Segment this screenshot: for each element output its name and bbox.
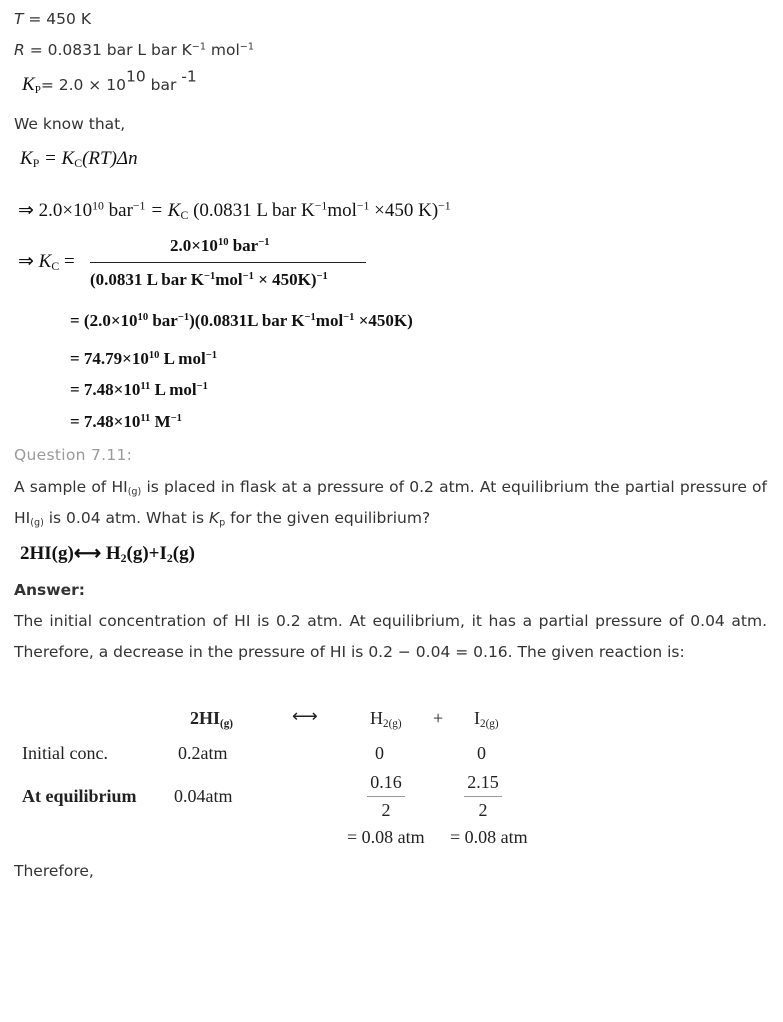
hdr-h: H <box>370 708 383 728</box>
eq2-rhs-e2: −1 <box>356 199 370 213</box>
row-eq-h2-numerator: 0.16 <box>370 772 402 792</box>
eq2-rhs-end: ×450 K) <box>369 200 439 221</box>
eq2-rhs-mid: mol <box>327 200 357 221</box>
eq2-lhs-unit: bar <box>103 200 133 221</box>
kp-unit-exp: -1 <box>181 67 197 86</box>
eq1-kc-sub: C <box>74 156 83 170</box>
answer-text: The initial concentration of HI is 0.2 atm. At equilibrium, it has a partial pressure of 0.04 atm. Therefore, a decrease in the pressure of HI is 0.2 − 0.04 = 0.16. The given reaction is: <box>14 612 767 661</box>
q-text-b: is placed in flask at a pressure of 0.2 atm. At equilibrium the partial pressure of HI <box>14 478 768 527</box>
q-text-a: A sample of HI <box>14 478 128 496</box>
kp-exp: 10 <box>125 67 146 86</box>
q-kp: K <box>208 509 220 527</box>
eq5-exp: 10 <box>148 350 160 362</box>
eq5-value: = 74.79×10 <box>70 349 149 368</box>
fraction-bar <box>90 262 366 263</box>
equation-kc-lhs <box>18 250 75 273</box>
eq5-unit-exp: −1 <box>205 350 217 362</box>
eq3-den: (0.0831 L bar K <box>90 270 204 289</box>
t-symbol: T <box>14 10 24 28</box>
row-initial-hi: 0.2atm <box>178 743 228 763</box>
eq3-den-exp: −1 <box>316 271 328 283</box>
eq1-kp-sub: P <box>32 156 40 170</box>
i2-fraction-bar <box>464 796 502 797</box>
therefore-text: Therefore, <box>14 862 94 880</box>
row-eq-h2-result: = 0.08 atm <box>347 827 425 847</box>
eq6-value: = 7.48×10 <box>70 380 141 399</box>
eq2-lhs-unit-exp: −1 <box>132 199 146 213</box>
eq2-lhs-exp: 10 <box>92 199 104 213</box>
eq4-e: ×450K) <box>354 311 413 330</box>
eq3-num: 2.0×10 <box>170 236 218 255</box>
eq2-kc-sub: C <box>180 208 189 222</box>
eq2-rhs-exp: −1 <box>438 199 451 213</box>
q-text-d: for the given equilibrium? <box>225 509 431 527</box>
equation-line7 <box>70 412 182 432</box>
table-header-h2 <box>370 708 402 729</box>
eq1-delta-n: Δn <box>116 148 138 169</box>
eq3-den-mid: mol <box>215 270 243 289</box>
eq3-num-unit-exp: −1 <box>258 237 270 249</box>
eq2-kc: = K <box>145 200 181 221</box>
question-label: Question 7.11: <box>14 446 133 464</box>
eq6-unit: L mol <box>150 380 197 399</box>
eq1-rt: (RT) <box>82 148 117 169</box>
hdr-hi-sub: (g) <box>220 717 234 730</box>
eq1-kc: = K <box>39 148 75 169</box>
eq3-equals: = <box>59 251 75 272</box>
hdr-i: I <box>474 708 480 728</box>
question-text <box>14 472 767 534</box>
eq3-denominator <box>90 270 328 290</box>
r-value: = 0.0831 bar L bar K <box>24 41 192 59</box>
eq2-rhs-e1: −1 <box>314 199 328 213</box>
eq4-exp4: −1 <box>343 312 355 324</box>
row-equilibrium-hi: 0.04atm <box>174 786 233 806</box>
implies-icon: ⇒ <box>18 200 34 221</box>
equation-line4 <box>70 311 413 331</box>
eq3-numerator <box>170 236 270 256</box>
eq4-b: bar <box>148 311 178 330</box>
table-header-i2 <box>474 708 499 729</box>
row-eq-h2-denominator: 2 <box>381 800 391 820</box>
kp-sub: P <box>34 83 41 96</box>
eq7-unit-exp: −1 <box>170 413 182 425</box>
hdr-hi: 2HI <box>190 708 221 728</box>
row-eq-i2-denominator: 2 <box>478 800 488 820</box>
rxn-h: H <box>101 543 121 564</box>
eq3-den-end: × 450K) <box>253 270 317 289</box>
hdr-plus: + <box>433 708 444 728</box>
implies-icon-2: ⇒ <box>18 251 34 272</box>
eq7-value: = 7.48×10 <box>70 412 141 431</box>
eq7-unit: M <box>150 412 171 431</box>
eq2-rhs: (0.0831 L bar K <box>193 200 315 221</box>
r-mid: mol <box>205 41 240 59</box>
eq2-lhs: 2.0×10 <box>33 200 93 221</box>
eq3-kc: K <box>33 251 52 272</box>
r-exp1: −1 <box>191 41 206 53</box>
h2-fraction-bar <box>367 796 405 797</box>
answer-label: Answer: <box>14 581 85 599</box>
eq5-unit: L mol <box>159 349 206 368</box>
hdr-h-sub: 2(g) <box>383 717 402 730</box>
rxn-lhs: 2HI(g) <box>20 543 74 564</box>
rxn-mid: (g)+I <box>126 543 167 564</box>
eq4-exp3: −1 <box>304 312 316 324</box>
q-sub-b: (g) <box>30 517 44 529</box>
kp-value: = 2.0 × 10 <box>40 76 126 94</box>
double-arrow-icon-2: ⟷ <box>292 706 318 726</box>
rxn-h-sub: 2 <box>120 551 127 565</box>
reaction-equation <box>20 542 195 565</box>
t-value: = 450 K <box>23 10 91 28</box>
given-kp <box>22 67 197 96</box>
kp-symbol: K <box>22 74 35 95</box>
equation-line6 <box>70 380 208 400</box>
hdr-i-sub: 2(g) <box>480 717 499 730</box>
row-initial-h2: 0 <box>375 743 384 763</box>
given-gas-constant <box>14 41 254 59</box>
q-sub-a: (g) <box>127 486 142 498</box>
equation-kp-kc <box>20 148 138 170</box>
eq4-d: mol <box>315 311 344 330</box>
eq6-unit-exp: −1 <box>196 381 208 393</box>
eq4-exp2: −1 <box>177 312 190 324</box>
eq1-kp: K <box>20 148 33 169</box>
eq3-den-e1: −1 <box>203 271 216 283</box>
q-text-c: is 0.04 atm. What is <box>43 509 209 527</box>
q-kp-sub: p <box>219 517 226 529</box>
row-initial-i2: 0 <box>477 743 486 763</box>
double-arrow-icon: ⟷ <box>73 543 102 564</box>
eq3-num-unit: bar <box>228 236 259 255</box>
rxn-i-sub: 2 <box>166 551 173 565</box>
row-initial-label: Initial conc. <box>22 743 108 763</box>
eq4-exp1: 10 <box>137 312 149 324</box>
r-symbol: R <box>14 41 25 59</box>
eq7-exp: 11 <box>140 413 151 425</box>
eq3-den-e2: −1 <box>242 271 254 283</box>
eq4-a: = (2.0×10 <box>70 311 138 330</box>
we-know-text: We know that, <box>14 115 126 133</box>
rxn-end: (g) <box>172 543 195 564</box>
eq6-exp: 11 <box>140 381 151 393</box>
eq4-c: )(0.0831L bar K <box>189 311 305 330</box>
row-eq-i2-numerator: 2.15 <box>467 772 499 792</box>
r-exp2: −1 <box>239 41 254 53</box>
equation-line5 <box>70 349 217 369</box>
table-header-hi <box>190 708 233 729</box>
eq3-kc-sub: C <box>51 259 60 273</box>
row-eq-i2-result: = 0.08 atm <box>450 827 528 847</box>
row-equilibrium-label: At equilibrium <box>22 786 137 806</box>
given-temperature <box>14 10 91 28</box>
eq3-num-exp: 10 <box>217 237 229 249</box>
equation-substitution <box>18 199 451 222</box>
kp-unit: bar <box>145 76 182 94</box>
